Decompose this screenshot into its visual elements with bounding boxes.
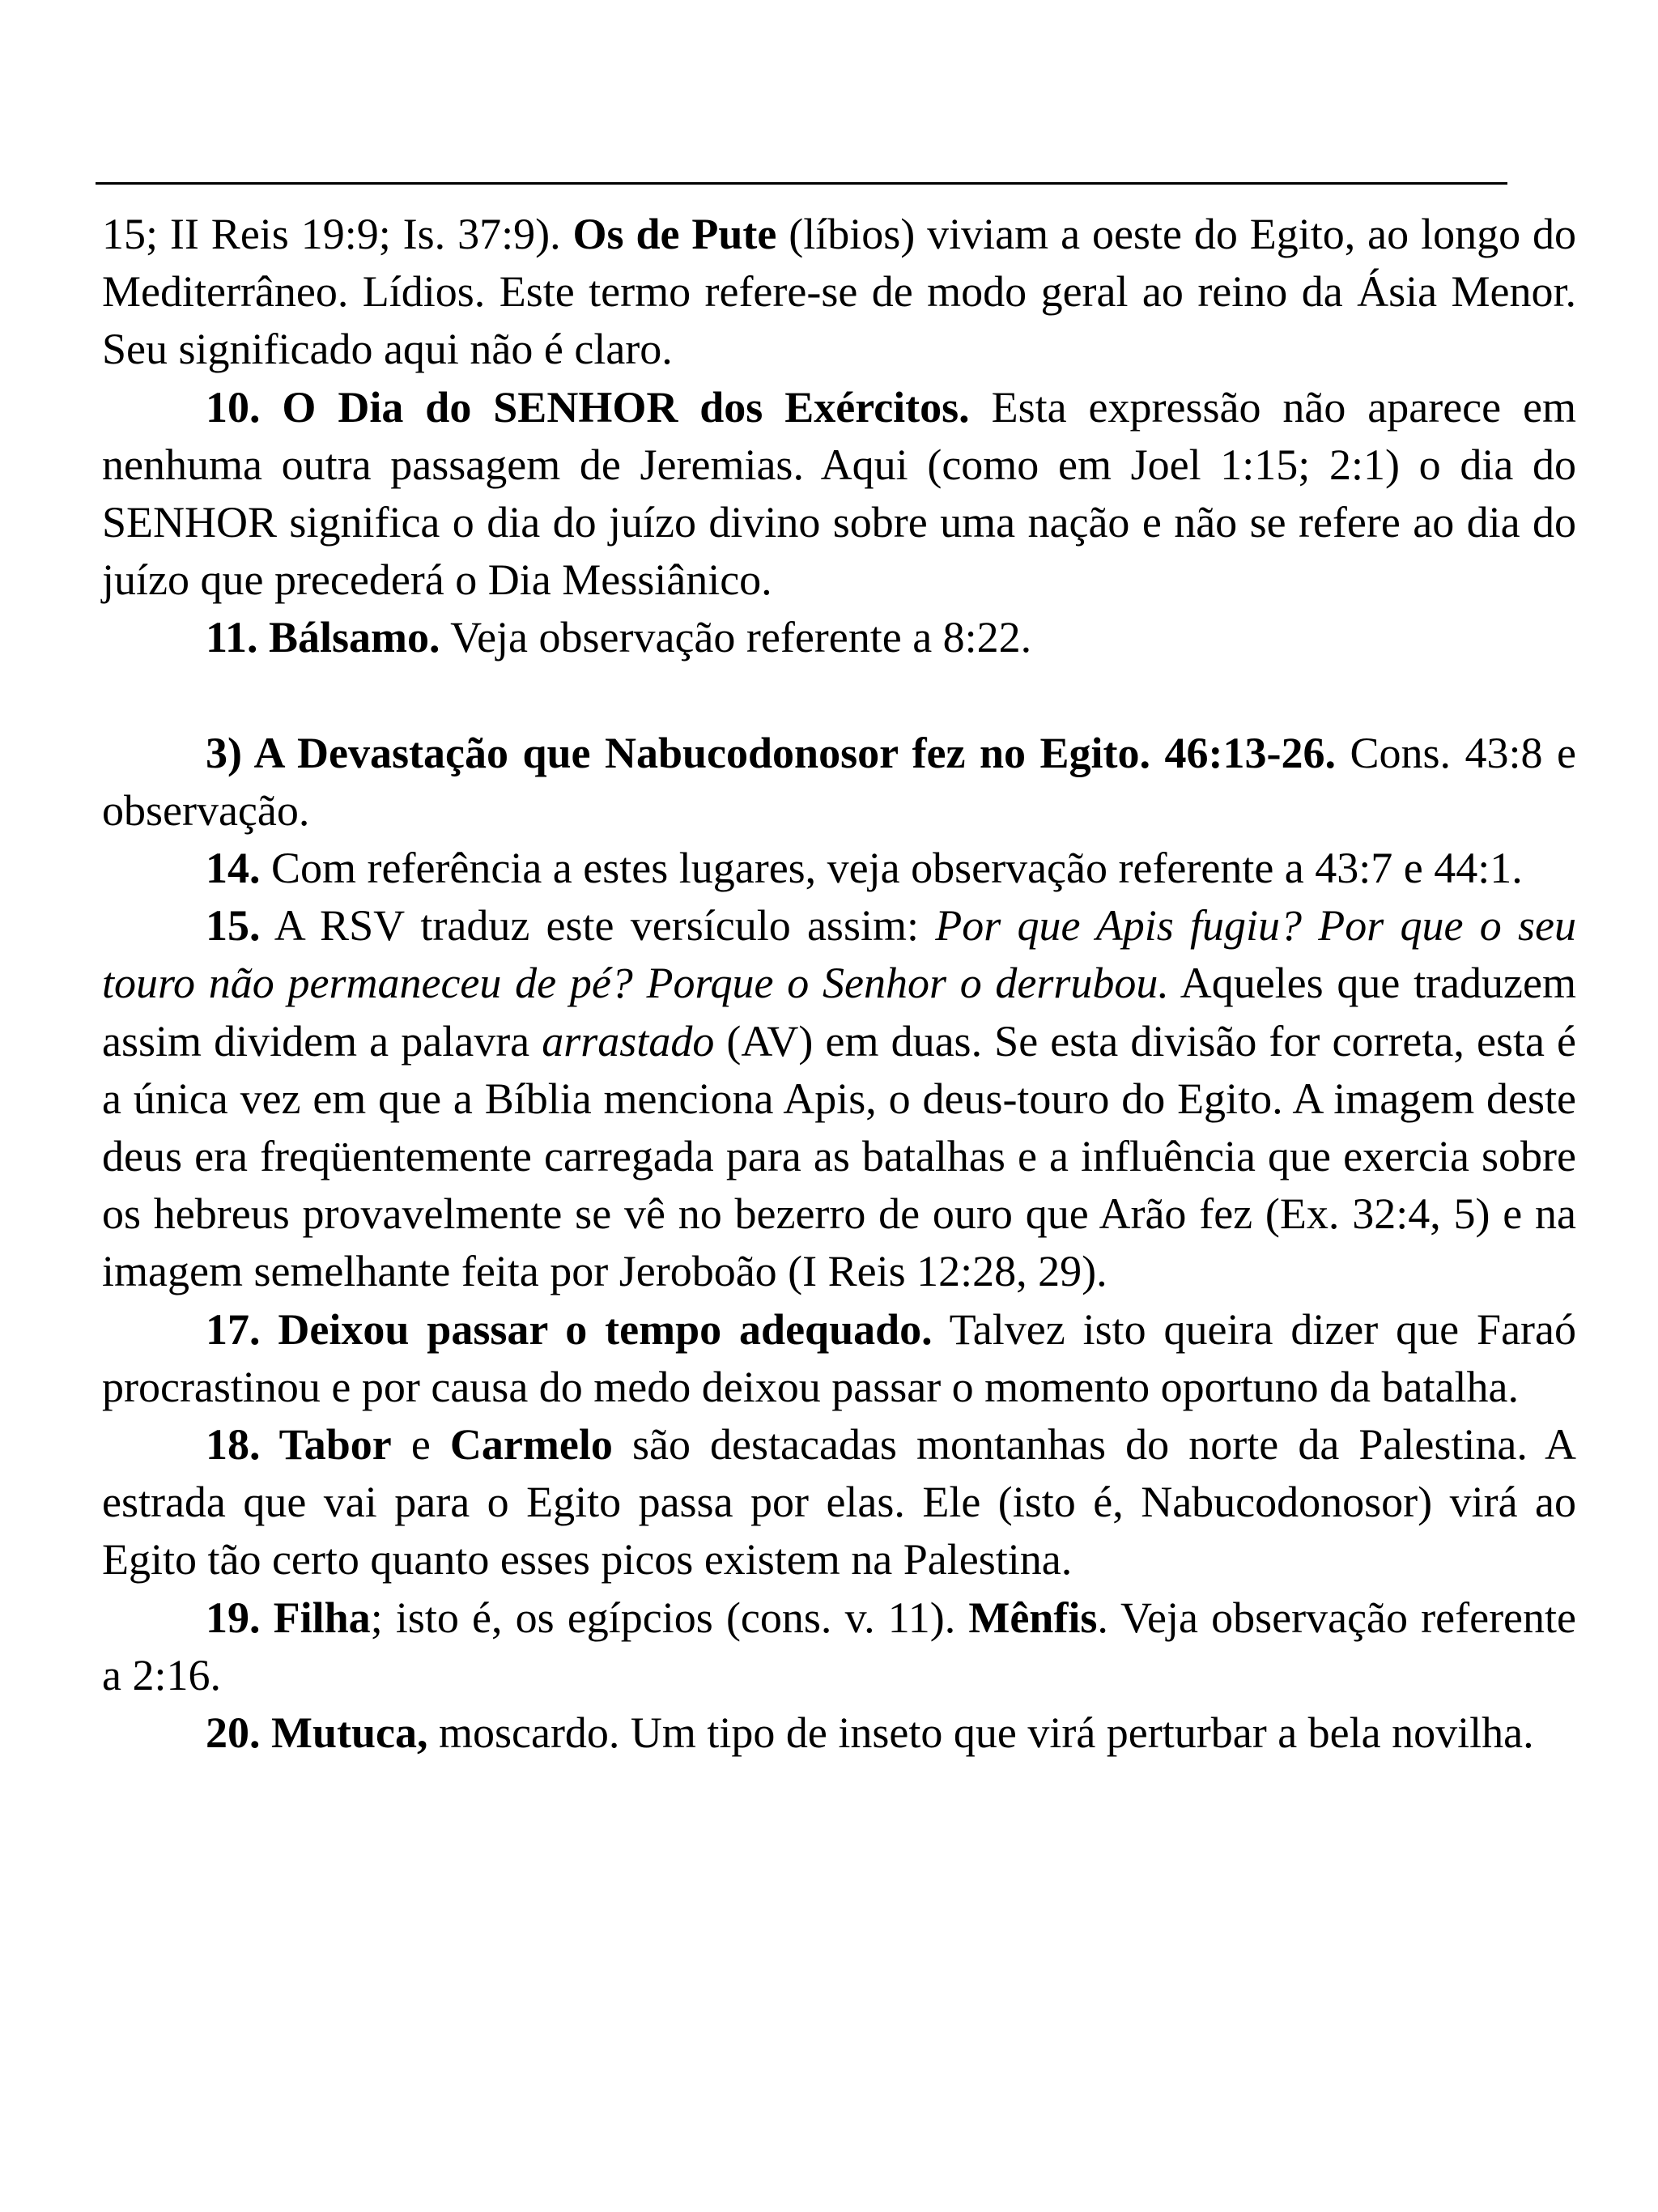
italic-term: arrastado <box>542 1016 715 1066</box>
bold-term: Mênfis <box>968 1593 1098 1642</box>
text-run: e <box>391 1420 450 1470</box>
bold-term: Carmelo <box>449 1420 613 1470</box>
note-verse-11 <box>102 609 1576 666</box>
text-run: Com referência a estes lugares, veja observação referente a 43:7 e 44:1. <box>260 844 1523 893</box>
note-verse-18 <box>102 1416 1576 1589</box>
section-heading: 3) A Devastação que Nabucodonosor fez no Egito. 46:13-26. <box>206 728 1336 777</box>
note-heading: 17. Deixou passar o tempo adequado. <box>206 1304 933 1354</box>
top-rule <box>96 182 1507 185</box>
note-verse-19 <box>102 1589 1576 1704</box>
note-verse-14 <box>102 840 1576 897</box>
section-heading-devastacao <box>102 725 1576 840</box>
text-run: Cons. 43:8 e observação. <box>102 728 1576 835</box>
note-heading: 10. O Dia do SENHOR dos Exércitos. <box>206 382 970 432</box>
text-run: moscardo. Um tipo de inseto que virá perturbar a bela novilha. <box>427 1708 1534 1758</box>
text-run: 15; II Reis 19:9; Is. 37:9). <box>102 210 573 258</box>
note-verse-17 <box>102 1301 1576 1416</box>
text-run: . Veja observação referente a 2:16. <box>102 1593 1576 1699</box>
text-run: A RSV traduz este versículo assim: <box>260 901 936 951</box>
bold-term: Os de Pute <box>572 210 777 258</box>
note-heading: 11. Bálsamo. <box>206 613 440 662</box>
text-run: Talvez isto queira dizer que Faraó procrastinou e por causa do medo deixou passar o momento oportuno da batalha. <box>102 1304 1576 1411</box>
page-text <box>102 206 1576 1762</box>
note-heading: 18. Tabor <box>206 1420 392 1470</box>
text-run: ; isto é, os egípcios (cons. v. 11). <box>370 1593 969 1642</box>
note-heading: 20. Mutuca, <box>206 1708 428 1758</box>
note-verse-15 <box>102 897 1576 1300</box>
text-run: (AV) em duas. Se esta divisão for correta, esta é a única vez em que a Bíblia menciona Apis, o deus-touro do Egito. A imagem deste deus era freqüentemente carregada para as batalhas e a influência que exercia sobre os hebreus provavelmente se vê no bezerro de ouro que Arão fez (Ex. 32:4, 5) e na imagem semelhante feita por Jeroboão (I Reis 12:28, 29). <box>102 1016 1576 1296</box>
text-run: Aqueles que traduzem assim dividem a palavra <box>102 959 1576 1066</box>
text-run: (líbios) viviam a oeste do Egito, ao longo do Mediterrâneo. Lídios. Este termo refere-se de modo geral ao reino da Ásia Menor. Seu significado aqui não é claro. <box>102 210 1576 374</box>
italic-quote: Por que Apis fugiu? Por que o seu touro não permaneceu de pé? Porque o Senhor o derrubou. <box>102 901 1576 1008</box>
text-run: são destacadas montanhas do norte da Palestina. A estrada que vai para o Egito passa por elas. Ele (isto é, Nabucodonosor) virá ao Egito tão certo quanto esses picos existem na Palestina. <box>102 1420 1576 1585</box>
text-run: Veja observação referente a 8:22. <box>440 613 1032 662</box>
text-run: Esta expressão não aparece em nenhuma outra passagem de Jeremias. Aqui (como em Joel 1:15; 2:1) o dia do SENHOR significa o dia do juízo divino sobre uma nação e não se refere ao dia do juízo que precederá o Dia Messiânico. <box>102 382 1576 605</box>
note-verse-20 <box>102 1704 1576 1762</box>
note-verse-10 <box>102 379 1576 610</box>
note-heading: 14. <box>206 844 261 893</box>
paragraph-continuation <box>102 206 1576 379</box>
note-heading: 15. <box>206 901 261 951</box>
note-heading: 19. Filha <box>206 1593 371 1642</box>
